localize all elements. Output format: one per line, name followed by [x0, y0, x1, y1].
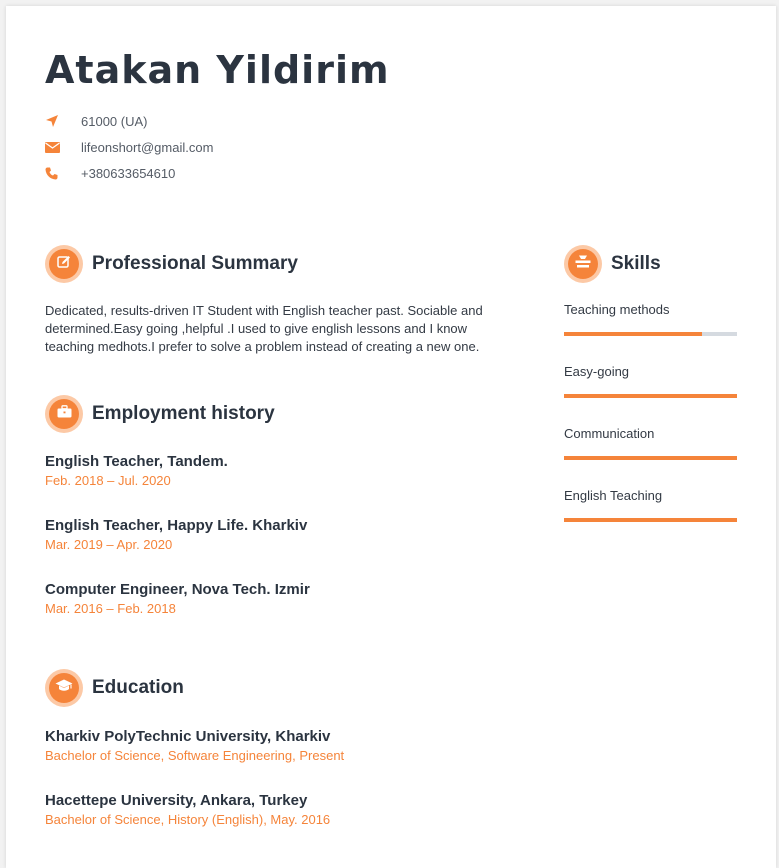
school-title: Hacettepe University, Ankara, Turkey: [45, 792, 308, 809]
job-dates: Feb. 2018 – Jul. 2020: [45, 473, 171, 488]
skill-bar-fill: [564, 394, 737, 398]
skill-bar-fill: [564, 332, 702, 336]
skill-bar-track: [564, 394, 737, 398]
education-badge: [45, 669, 83, 707]
phone-text: +380633654610: [81, 165, 176, 181]
skill-label: Easy-going: [564, 364, 630, 379]
contact-location: [45, 108, 213, 134]
employment-header: [45, 395, 275, 433]
skills-badge: [564, 245, 602, 283]
employment-entry: [45, 581, 310, 617]
education-entry: [45, 728, 344, 764]
employment-badge: [45, 395, 83, 433]
skill-bar-fill: [564, 456, 737, 460]
skill-item: [564, 302, 737, 364]
job-dates: Mar. 2016 – Feb. 2018: [45, 601, 176, 616]
location-text: 61000 (UA): [81, 113, 148, 129]
skills-title: Skills: [611, 253, 661, 274]
skills-header: [564, 245, 661, 283]
skill-item: [564, 488, 737, 550]
envelope-icon: [45, 142, 81, 153]
education-title: Education: [92, 677, 184, 698]
summary-title: Professional Summary: [92, 253, 298, 274]
employment-title: Employment history: [92, 403, 275, 424]
job-title: English Teacher, Happy Life. Kharkiv: [45, 517, 308, 534]
skill-label: English Teaching: [564, 488, 663, 503]
employment-entry: [45, 517, 307, 553]
summary-badge: [45, 245, 83, 283]
job-dates: Mar. 2019 – Apr. 2020: [45, 537, 173, 552]
skill-label: Communication: [564, 426, 655, 441]
graduation-cap-icon: [55, 679, 73, 697]
skill-bar-fill: [564, 518, 737, 522]
job-title: English Teacher, Tandem.: [45, 453, 228, 470]
contact-phone: [45, 160, 213, 186]
degree-detail: Bachelor of Science, Software Engineering, Present: [45, 748, 345, 763]
pencil-square-icon: [57, 255, 71, 274]
skill-label: Teaching methods: [564, 302, 670, 317]
skill-item: [564, 426, 737, 488]
contact-email: [45, 134, 213, 160]
candidate-name: Atakan Yildirim: [45, 48, 390, 92]
summary-header: [45, 245, 298, 283]
degree-detail: Bachelor of Science, History (English), May. 2016: [45, 812, 331, 827]
email-link[interactable]: lifeonshort@gmail.com: [81, 139, 214, 155]
skill-bar-track: [564, 332, 737, 336]
employment-entry: [45, 453, 228, 489]
contact-info: [45, 108, 213, 186]
location-arrow-icon: [45, 114, 81, 128]
skill-item: [564, 364, 737, 426]
education-entry: [45, 792, 330, 828]
skills-list: [564, 302, 737, 550]
summary-text: Dedicated, results-driven IT Student with English teacher past. Sociable and determined.Easy going ,helpful .I used to give english lessons and I know teaching medhots.I prefer to solve a problem instead of creating a new one.: [45, 303, 483, 354]
resume-page: [6, 6, 776, 868]
job-title: Computer Engineer, Nova Tech. Izmir: [45, 581, 310, 598]
skill-bar-track: [564, 518, 737, 522]
briefcase-icon: [57, 405, 72, 423]
school-title: Kharkiv PolyTechnic University, Kharkiv: [45, 728, 331, 745]
phone-icon: [45, 167, 81, 180]
education-header: [45, 669, 184, 707]
skill-bar-track: [564, 456, 737, 460]
skills-list-icon: [575, 255, 591, 274]
